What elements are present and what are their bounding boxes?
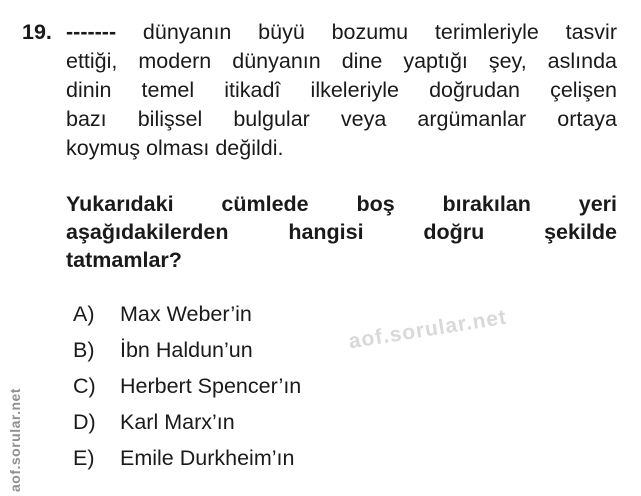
option-text: Emile Durkheim’ın: [120, 446, 295, 470]
option-text: Herbert Spencer’ın: [120, 374, 302, 398]
option-row-e: [73, 444, 301, 480]
option-row-c: [73, 372, 301, 408]
stem-line: tatmamlar?: [66, 248, 182, 272]
paragraph-line: koymuş olması değildi.: [66, 136, 284, 160]
paragraph-line-text: dünyanın büyü bozumu terimleriyle tasvir: [142, 20, 617, 44]
paragraph-line: dinin temel itikadî ilkeleriyle doğrudan çelişen: [66, 78, 617, 102]
option-row-a: [73, 300, 301, 336]
option-letter: A): [73, 302, 95, 326]
paragraph-line: ettiği, modern dünyanın dine yaptığı şey, aslında: [66, 49, 617, 73]
question-paragraph: [66, 18, 617, 163]
stem-line: Yukarıdaki cümlede boş bırakılan yeri: [66, 192, 617, 216]
blank-dashes: -------: [66, 20, 117, 44]
question-stem: [66, 190, 617, 274]
options-list: [73, 300, 301, 480]
question-number: 19.: [22, 20, 52, 44]
option-row-d: [73, 408, 301, 444]
watermark-center: aof.sorular.net: [347, 305, 509, 354]
option-text: İbn Haldun’un: [120, 338, 253, 362]
paragraph-line: [66, 18, 617, 47]
option-letter: C): [73, 374, 96, 398]
watermark-left: aof.sorular.net: [7, 388, 23, 492]
option-text: Karl Marx’ın: [120, 410, 235, 434]
option-letter: E): [73, 446, 95, 470]
option-letter: B): [73, 338, 95, 362]
option-text: Max Weber’in: [120, 302, 252, 326]
stem-line: aşağıdakilerden hangisi doğru şekilde: [66, 220, 617, 244]
option-letter: D): [73, 410, 96, 434]
option-row-b: [73, 336, 301, 372]
paragraph-line: bazı bilişsel bulgular veya argümanlar ortaya: [66, 107, 617, 131]
